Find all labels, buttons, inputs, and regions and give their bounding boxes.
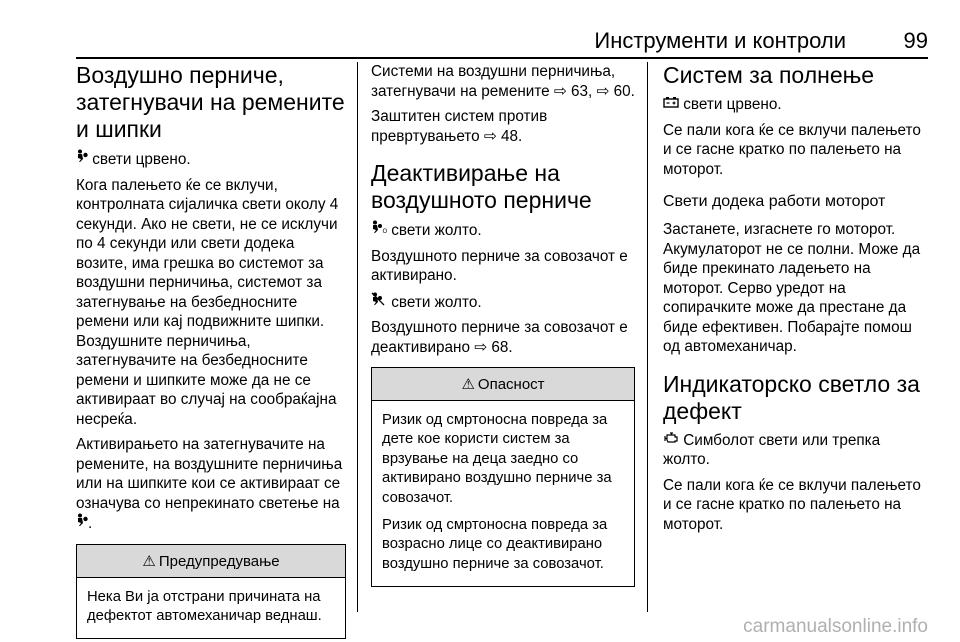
airbag-heading: Воздушно перниче, затегнувачи на ремените и шипки xyxy=(76,62,345,142)
charging-status: свети црвено. xyxy=(663,95,928,115)
danger-text-1: Ризик од смртоносна повреда за дете кое користи систем за врзување на деца заедно со активирано воздушно перниче за совозачот. xyxy=(382,412,612,506)
danger-box-header: ⚠ Опасност xyxy=(372,368,634,401)
engine-running-subheading: Свети додека работи моторот xyxy=(663,193,886,210)
column-divider-1 xyxy=(357,62,358,612)
malfunction-description: Се пали кога ќе се вклучи палењето и се гасне кратко по палењето на моторот. xyxy=(663,476,921,533)
column-divider-2 xyxy=(647,62,648,612)
malfunction-indicator-heading: Индикаторско светло за дефект xyxy=(663,370,920,424)
airbag-status: свети црвено. xyxy=(76,149,346,170)
airbag-on-status: O свети жолто. xyxy=(371,220,635,241)
airbag-deactivated-text: Воздушното перниче за совозачот е деактивирано ⇨ 68. xyxy=(371,319,628,356)
warning-text: Нека Ви ја отстрани причината на дефектот автомеханичар веднаш. xyxy=(87,588,322,624)
airbag-activation: Активирањето на затегнувачите на ремените, на воздушните перничиња или на шипките кои се активираат се означува со непрекинато светење на . xyxy=(76,436,343,532)
airbag-warning-icon xyxy=(76,149,88,170)
danger-box xyxy=(371,367,635,587)
danger-box-body xyxy=(372,401,634,586)
page-header xyxy=(76,28,928,56)
engine-malfunction-icon xyxy=(663,431,679,451)
airbag-deactivation-heading: Деактивирање на воздушното перниче xyxy=(371,160,592,213)
airbag-off-status: свети жолто. xyxy=(371,292,635,313)
danger-text-2: Ризик од смртоносна повреда за возрасно лице со деактивирано воздушно перниче за совозачот. xyxy=(382,517,608,572)
warning-box xyxy=(76,544,346,640)
svg-text:ON: O xyxy=(382,228,387,234)
page-number: 99 xyxy=(903,28,928,53)
airbag-activated-text: Воздушното перниче за совозачот е активирано. xyxy=(371,247,628,284)
rollover-reference: Заштитен систем против превртувањето ⇨ 48. xyxy=(371,108,548,145)
airbag-description: Кога палењето ќе се вклучи, контролната сијаличка свети околу 4 секунди. Ако не свети, не се исклучи по 4 секунди или свети додека возите, има грешка во системот за воздушни перничиња, системот за затегнување на безбедносните ремени или кај подвижните шипки. Воздушните перничиња, затегнувачите на безбедносните ремени и шипките може да не се активираат во случај на сообраќајна несреќа. xyxy=(76,176,339,428)
warning-box-header: ⚠ Предупредување xyxy=(77,545,345,578)
section-title: Инструменти и контроли xyxy=(594,28,846,53)
airbag-systems-reference: Системи на воздушни перничиња, затегнувачи на ремените ⇨ 63, ⇨ 60. xyxy=(371,63,635,100)
passenger-airbag-on-icon xyxy=(371,220,387,241)
column-3 xyxy=(663,62,928,540)
header-divider xyxy=(76,57,928,59)
watermark: carmanualsonline.info xyxy=(743,616,928,637)
warning-triangle-icon: ⚠ xyxy=(461,376,475,393)
airbag-warning-icon xyxy=(76,513,88,534)
charging-description: Се пали кога ќе се вклучи палењето и се гасне кратко по палењето на моторот. xyxy=(663,121,921,178)
column-2 xyxy=(371,62,635,587)
warning-box-body xyxy=(77,578,345,639)
warning-triangle-icon: ⚠ xyxy=(142,552,156,570)
battery-icon xyxy=(663,95,679,115)
column-1 xyxy=(76,62,346,639)
malfunction-status: Симболот свети или трепка жолто. xyxy=(663,431,881,468)
charging-system-heading: Систем за полнење xyxy=(663,62,875,88)
engine-running-text: Застанете, изгаснете го моторот. Акумулаторот не се полни. Може да биде прекинато ладењето на моторот. Серво уредот на сопирачките може да престане да биде ефективен. Побарајте помош од автомеханичар. xyxy=(663,221,921,355)
passenger-airbag-off-icon xyxy=(371,292,387,313)
